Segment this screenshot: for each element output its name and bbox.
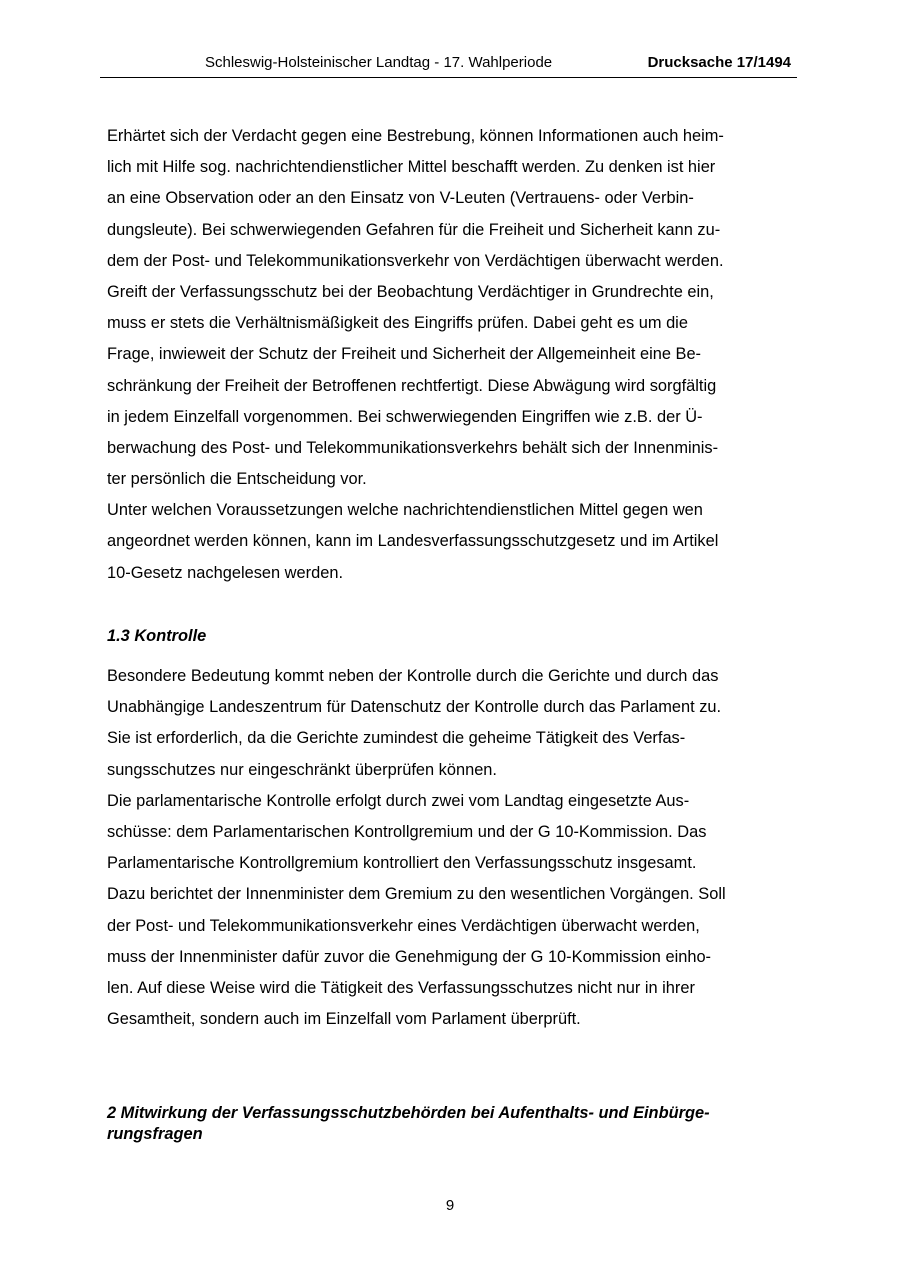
text-line: Parlamentarische Kontrollgremium kontrolliert den Verfassungsschutz insgesamt. — [107, 854, 697, 873]
text-line: dem der Post- und Telekommunikationsverkehr von Verdächtigen überwacht werden. — [107, 251, 724, 270]
text-line: Gesamtheit, sondern auch im Einzelfall vom Parlament überprüft. — [107, 1010, 581, 1029]
heading-text: 2 Mitwirkung der Verfassungsschutzbehörden bei Aufenthalts- und Einbürge- — [107, 1104, 710, 1122]
heading-text: rungsfragen — [107, 1125, 203, 1143]
text-line: an eine Observation oder an den Einsatz von V-Leuten (Vertrauens- oder Verbin- — [107, 189, 694, 208]
text-line: Erhärtet sich der Verdacht gegen eine Bestrebung, können Informationen auch heim- — [107, 127, 724, 145]
text-line: angeordnet werden können, kann im Landesverfassungsschutzgesetz und im Artikel — [107, 532, 719, 551]
section-heading-1-3 — [107, 626, 797, 647]
header-title: Schleswig-Holsteinischer Landtag - 17. Wahlperiode — [205, 54, 553, 71]
text-line: ter persönlich die Entscheidung vor. — [107, 470, 367, 489]
text-line: berwachung des Post- und Telekommunikationsverkehrs behält sich der Innenminis- — [107, 438, 719, 457]
text-line: lich mit Hilfe sog. nachrichtendienstlicher Mittel beschafft werden. Zu denken ist hier — [107, 158, 716, 177]
header-doc-number: Drucksache 17/1494 — [647, 54, 791, 71]
text-line: 10-Gesetz nachgelesen werden. — [107, 563, 343, 582]
text-line: Unabhängige Landeszentrum für Datenschutz der Kontrolle durch das Parlament zu. — [107, 698, 722, 717]
text-line: Unter welchen Voraussetzungen welche nachrichtendienstlichen Mittel gegen wen — [107, 501, 703, 520]
text-line: dungsleute). Bei schwerwiegenden Gefahren für die Freiheit und Sicherheit kann zu- — [107, 220, 721, 239]
text-line: Sie ist erforderlich, da die Gerichte zumindest die geheime Tätigkeit des Verfas- — [107, 729, 686, 748]
paragraph-block-1 — [107, 121, 797, 589]
text-line: len. Auf diese Weise wird die Tätigkeit des Verfassungsschutzes nicht nur in ihrer — [107, 978, 695, 997]
section-heading-2 — [107, 1103, 797, 1145]
text-line: schränkung der Freiheit der Betroffenen rechtfertigt. Diese Abwägung wird sorgfältig — [107, 376, 717, 395]
text-line: der Post- und Telekommunikationsverkehr eines Verdächtigen überwacht werden, — [107, 916, 700, 935]
text-line: muss er stets die Verhältnismäßigkeit des Eingriffs prüfen. Dabei geht es um die — [107, 314, 688, 333]
text-line: Dazu berichtet der Innenminister dem Gremium zu den wesentlichen Vorgängen. Soll — [107, 885, 726, 904]
paragraph-block-2 — [107, 661, 797, 1035]
text-line: sungsschutzes nur eingeschränkt überprüfen können. — [107, 760, 497, 779]
heading-text: 1.3 Kontrolle — [107, 627, 207, 645]
text-line: muss der Innenminister dafür zuvor die Genehmigung der G 10-Kommission einho- — [107, 947, 712, 966]
text-line: Greift der Verfassungsschutz bei der Beobachtung Verdächtiger in Grundrechte ein, — [107, 282, 714, 301]
text-line: Die parlamentarische Kontrolle erfolgt durch zwei vom Landtag eingesetzte Aus- — [107, 791, 690, 810]
text-line: Besondere Bedeutung kommt neben der Kontrolle durch die Gerichte und durch das — [107, 667, 719, 685]
text-line: schüsse: dem Parlamentarischen Kontrollgremium und der G 10-Kommission. Das — [107, 822, 707, 841]
text-line: in jedem Einzelfall vorgenommen. Bei schwerwiegenden Eingriffen wie z.B. der Ü- — [107, 407, 703, 426]
page-number: 9 — [445, 1197, 455, 1214]
text-line: Frage, inwieweit der Schutz der Freiheit und Sicherheit der Allgemeinheit eine Be- — [107, 345, 702, 364]
page-header — [100, 52, 797, 78]
